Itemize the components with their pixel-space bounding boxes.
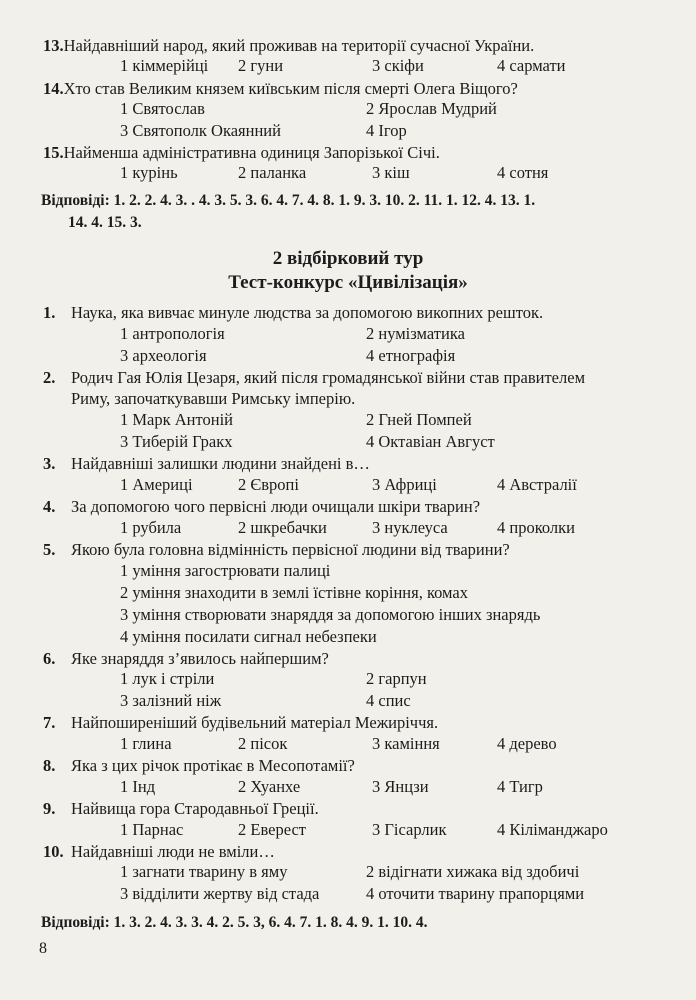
question-14: [43, 78, 518, 100]
options-row: [0, 733, 696, 755]
question-number: 10.: [43, 842, 64, 861]
question-2: [43, 367, 585, 389]
option: 3 залізний ніж: [120, 691, 222, 710]
question-9: [43, 798, 319, 820]
option: 1 Америці: [120, 475, 193, 494]
option: 2 гуни: [238, 56, 284, 75]
option: 2 пісок: [238, 734, 288, 753]
question-text: Найпоширеніший будівельний матеріал Межиріччя.: [71, 713, 439, 732]
option: 2 Хуанхе: [238, 777, 301, 796]
question-text: Яка з цих річок протікає в Месопотамії?: [71, 756, 355, 775]
question-text: Найдавніші люди не вміли…: [71, 842, 275, 861]
question-text: Хто став Великим князем київським після смерті Олега Віщого?: [63, 79, 518, 98]
option: 3 Тиберій Гракх: [120, 432, 233, 451]
option: 2 Гней Помпей: [366, 410, 472, 429]
question-text: Найменша адміністративна одиниця Запорізької Січі.: [63, 143, 440, 162]
question-text: Якою була головна відмінність первісної людини від тварини?: [71, 540, 510, 559]
section-subtitle: Тест-конкурс «Цивілізація»: [228, 272, 468, 293]
option: 2 Європі: [238, 475, 299, 494]
question-13: [43, 35, 534, 57]
option: 1 уміння загострювати палиці: [120, 561, 331, 580]
option: 3 Святополк Окаянний: [120, 121, 281, 140]
options-row: [0, 162, 696, 184]
question-1: [43, 302, 543, 324]
question-number: 1.: [43, 303, 56, 322]
options-row: [0, 431, 696, 453]
options-row: [0, 819, 696, 841]
options-row: [0, 120, 696, 142]
option: 4 проколки: [497, 518, 575, 537]
option: 2 відігнати хижака від здобичі: [366, 862, 580, 881]
question-10: [43, 841, 275, 863]
option: 4 спис: [366, 691, 411, 710]
answers-label: Відповіді:: [41, 192, 110, 209]
question-text: Риму, започаткувавши Римську імперію.: [71, 389, 356, 408]
option: 4 Ігор: [366, 121, 407, 140]
option: 3 археологія: [120, 346, 207, 365]
option: 1 лук і стріли: [120, 669, 215, 688]
question-text: Найдавніший народ, який проживав на території сучасної України.: [63, 36, 535, 55]
question-7: [43, 712, 438, 734]
answers-line: [41, 190, 535, 212]
option: 4 Тигр: [497, 777, 543, 796]
option: 3 нуклеуса: [372, 518, 448, 537]
question-number: 3.: [43, 454, 56, 473]
question-5: [43, 539, 510, 561]
option: 1 Святослав: [120, 99, 205, 118]
options-row: [0, 345, 696, 367]
option: 2 Ярослав Мудрий: [366, 99, 497, 118]
question-number: 7.: [43, 713, 56, 732]
option: 3 Африці: [372, 475, 437, 494]
option: 1 кіммерійці: [120, 56, 209, 75]
options-row: [0, 690, 696, 712]
option: 3 відділити жертву від стада: [120, 884, 320, 903]
options-row: [0, 517, 696, 539]
answers-label: Відповіді:: [41, 914, 110, 931]
page-number: 8: [39, 940, 47, 957]
option: 4 уміння посилати сигнал небезпеки: [120, 627, 377, 646]
option: 4 Кіліманджаро: [497, 820, 608, 839]
options-row: [0, 323, 696, 345]
option: 4 сотня: [497, 163, 549, 182]
question-number: 13.: [43, 36, 64, 55]
answers-values: 1. 2. 2. 4. 3. . 4. 3. 5. 3. 6. 4. 7. 4. 8. 1. 9. 3. 10. 2. 11. 1. 12. 4. 13. 1.: [113, 192, 536, 209]
option: 4 Октавіан Август: [366, 432, 495, 451]
question-15: [43, 142, 440, 164]
option: 2 паланка: [238, 163, 307, 182]
option: 4 етнографія: [366, 346, 456, 365]
question-4: [43, 496, 480, 518]
question-number: 4.: [43, 497, 56, 516]
option: 1 антропологія: [120, 324, 225, 343]
option: 1 рубила: [120, 518, 182, 537]
option: 2 уміння знаходити в землі їстівне коріння, комах: [120, 583, 468, 602]
question-number: 5.: [43, 540, 56, 559]
option: 4 сармати: [497, 56, 566, 75]
option: 4 оточити тварину прапорцями: [366, 884, 585, 903]
option: 1 Марк Антоній: [120, 410, 233, 429]
option: 1 глина: [120, 734, 172, 753]
options-row: [0, 474, 696, 496]
options-row: [0, 861, 696, 883]
options-row: [0, 883, 696, 905]
option: 4 Австралії: [497, 475, 577, 494]
option: 3 Янцзи: [372, 777, 429, 796]
option: 1 курінь: [120, 163, 178, 182]
question-number: 6.: [43, 649, 56, 668]
section-title: 2 відбірковий тур: [272, 248, 424, 269]
options-row: [0, 409, 696, 431]
options-row: [0, 55, 696, 77]
question-number: 14.: [43, 79, 64, 98]
question-number: 8.: [43, 756, 56, 775]
question-number: 15.: [43, 143, 64, 162]
question-text: Наука, яка вивчає минуле людства за допомогою викопних решток.: [71, 303, 544, 322]
answers-line-continued: [68, 212, 142, 234]
question-number: 2.: [43, 368, 56, 387]
option: 1 Інд: [120, 777, 156, 796]
question-text: Родич Гая Юлія Цезаря, який після громадянської війни став правителем: [71, 368, 586, 387]
answers-line: [41, 912, 428, 934]
question-text: Найвища гора Стародавньої Греції.: [71, 799, 319, 818]
option: 2 шкребачки: [238, 518, 327, 537]
question-text: Яке знаряддя з’явилось найпершим?: [71, 649, 329, 668]
option: 1 Парнас: [120, 820, 184, 839]
option: 2 Еверест: [238, 820, 306, 839]
question-text: За допомогою чого первісні люди очищали шкіри тварин?: [71, 497, 481, 516]
answers-values: 14. 4. 15. 3.: [68, 214, 142, 231]
option: 2 гарпун: [366, 669, 427, 688]
question-6: [43, 648, 329, 670]
option: 3 кіш: [372, 163, 410, 182]
option: 4 дерево: [497, 734, 557, 753]
question-2-continued: [71, 388, 355, 410]
question-text: Найдавніші залишки людини знайдені в…: [71, 454, 370, 473]
question-number: 9.: [43, 799, 56, 818]
options-row: [0, 668, 696, 690]
option: 3 уміння створювати знаряддя за допомогою інших знарядь: [120, 605, 541, 624]
option: 2 нумізматика: [366, 324, 465, 343]
options-row: [0, 776, 696, 798]
option: 3 скіфи: [372, 56, 424, 75]
option: 3 Гісарлик: [372, 820, 447, 839]
options-row: [0, 98, 696, 120]
question-8: [43, 755, 355, 777]
question-3: [43, 453, 370, 475]
option: 1 загнати тварину в яму: [120, 862, 288, 881]
answers-values: 1. 3. 2. 4. 3. 3. 4. 2. 5. 3, 6. 4. 7. 1. 8. 4. 9. 1. 10. 4.: [113, 914, 428, 931]
option: 3 каміння: [372, 734, 440, 753]
